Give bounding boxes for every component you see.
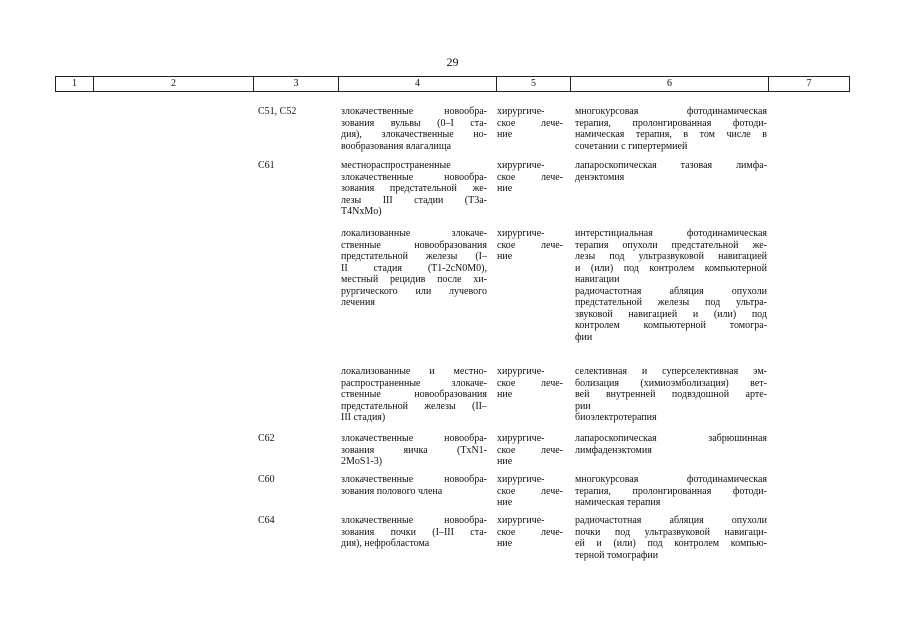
text-line: III стадия): [341, 412, 386, 423]
row-method: [575, 515, 767, 561]
row-treatment: [497, 474, 563, 509]
text-line: лапароскопическая забрюшинная: [575, 433, 767, 444]
row-treatment: [497, 160, 563, 195]
text-line: зования вульвы (0–I ста-: [341, 117, 487, 129]
text-line: селективная и суперселективная эм-: [575, 366, 767, 377]
text-line: предстательной железы (II–: [341, 400, 487, 412]
text-line: злокачественные новообра-: [341, 433, 487, 444]
text-line: хирургиче-: [497, 366, 545, 377]
text-line: терапия, пролонгированная фотоди-: [575, 485, 767, 497]
row-method: [575, 228, 767, 343]
text-line: рургического или лучевого: [341, 285, 487, 297]
text-line: радиочастотная абляция опухоли: [575, 515, 767, 526]
text-line: лимфаденэктомия: [575, 444, 652, 456]
row-diagnosis: [341, 160, 487, 218]
column-header-4: 4: [338, 77, 496, 91]
text-line: зования предстательной же-: [341, 183, 487, 194]
row-treatment: [497, 433, 563, 468]
text-line: хирургиче-: [497, 106, 545, 117]
text-line: ей и (или) под контролем компью-: [575, 538, 767, 549]
text-line: ское лече-: [497, 117, 563, 129]
row-method: [575, 106, 767, 152]
row-treatment: [497, 228, 563, 263]
column-header-1: 1: [55, 77, 93, 91]
text-line: сочетании с гипертермией: [575, 140, 688, 152]
text-line: местный рецидив после хи-: [341, 274, 487, 285]
column-header-3: 3: [253, 77, 338, 91]
text-line: распространенные злокаче-: [341, 377, 487, 389]
page-number: 29: [446, 55, 459, 69]
text-line: T4NxMo): [341, 206, 382, 217]
row-diagnosis: [341, 515, 487, 550]
row-diagnosis: [341, 474, 487, 497]
row-treatment: [497, 515, 563, 550]
text-line: ское лече-: [497, 526, 563, 538]
row-method: [575, 433, 767, 456]
text-line: интерстициальная фотодинамическая: [575, 228, 767, 239]
text-line: намическая терапия: [575, 497, 661, 508]
text-line: ственные новообразования: [341, 389, 487, 400]
text-line: биоэлектротерапия: [575, 412, 657, 423]
text-line: зования почки (I–III ста-: [341, 526, 487, 538]
text-line: навигации: [575, 274, 620, 285]
text-line: лезы под ультразвуковой навигацией: [575, 251, 767, 262]
row-method: [575, 366, 767, 424]
row-code: C61: [258, 160, 275, 171]
text-line: ское лече-: [497, 485, 563, 497]
text-line: терной томографии: [575, 549, 659, 561]
row-diagnosis: [341, 433, 487, 468]
column-header-6: 6: [570, 77, 768, 91]
text-line: вообразования влагалища: [341, 140, 452, 152]
text-line: зования полового члена: [341, 485, 443, 497]
row-code: C62: [258, 433, 275, 444]
row-code: C60: [258, 474, 275, 485]
text-line: хирургиче-: [497, 433, 545, 444]
column-header-row: [55, 76, 850, 92]
text-line: злокачественные новообра-: [341, 106, 487, 117]
text-line: радиочастотная абляция опухоли: [575, 285, 767, 297]
text-line: ние: [497, 129, 513, 140]
text-line: местнораспространенные: [341, 160, 451, 171]
text-line: болизация (химиоэмболизация) вет-: [575, 377, 767, 389]
text-line: вей внутренней подвздошной арте-: [575, 389, 767, 400]
text-line: терапия опухоли предстательной же-: [575, 239, 767, 251]
text-line: терапия, пролонгированная фотоди-: [575, 117, 767, 129]
text-line: дия), нефробластома: [341, 538, 430, 549]
text-line: ние: [497, 389, 513, 400]
row-diagnosis: [341, 228, 487, 309]
column-header-2: 2: [93, 77, 253, 91]
text-line: ское лече-: [497, 171, 563, 183]
text-line: ское лече-: [497, 444, 563, 456]
text-line: злокачественные новообра-: [341, 515, 487, 526]
text-line: локализованные злокаче-: [341, 228, 487, 239]
text-line: хирургиче-: [497, 228, 545, 239]
text-line: ние: [497, 183, 513, 194]
row-code: C51, C52: [258, 106, 297, 117]
text-line: предстательной железы под ультра-: [575, 297, 767, 308]
text-line: рии: [575, 400, 591, 412]
text-line: ское лече-: [497, 377, 563, 389]
text-line: зования яичка (TxN1-: [341, 444, 487, 456]
column-header-7: 7: [768, 77, 850, 91]
text-line: злокачественные новообра-: [341, 474, 487, 485]
text-line: локализованные и местно-: [341, 366, 487, 377]
column-header-5: 5: [496, 77, 570, 91]
text-line: дия), злокачественные но-: [341, 129, 487, 140]
text-line: многокурсовая фотодинамическая: [575, 474, 767, 485]
text-line: звуковой навигацией и (или) под: [575, 308, 767, 320]
text-line: почки под ультразвуковой навигаци-: [575, 526, 767, 538]
text-line: ние: [497, 251, 513, 262]
text-line: ское лече-: [497, 239, 563, 251]
text-line: фии: [575, 331, 593, 343]
row-method: [575, 474, 767, 509]
row-diagnosis: [341, 106, 487, 152]
text-line: многокурсовая фотодинамическая: [575, 106, 767, 117]
text-line: лапароскопическая тазовая лимфа-: [575, 160, 767, 171]
row-treatment: [497, 106, 563, 141]
text-line: намическая терапия, в том числе в: [575, 129, 767, 140]
text-line: хирургиче-: [497, 474, 545, 485]
text-line: злокачественные новообра-: [341, 171, 487, 183]
row-diagnosis: [341, 366, 487, 424]
text-line: предстательной железы (I–: [341, 251, 487, 262]
text-line: лечения: [341, 297, 375, 308]
row-code: C64: [258, 515, 275, 526]
text-line: ние: [497, 456, 513, 467]
text-line: ние: [497, 538, 513, 549]
text-line: ственные новообразования: [341, 239, 487, 251]
text-line: хирургиче-: [497, 515, 545, 526]
text-line: и (или) под контролем компьютерной: [575, 262, 767, 274]
text-line: хирургиче-: [497, 160, 545, 171]
row-method: [575, 160, 767, 183]
text-line: контролем компьютерной томогра-: [575, 320, 767, 331]
row-treatment: [497, 366, 563, 401]
text-line: II стадия (T1-2cN0M0),: [341, 262, 487, 274]
text-line: 2MoS1-3): [341, 456, 383, 467]
text-line: лезы III стадии (T3a-: [341, 194, 487, 206]
text-line: ние: [497, 497, 513, 508]
text-line: денэктомия: [575, 171, 625, 183]
